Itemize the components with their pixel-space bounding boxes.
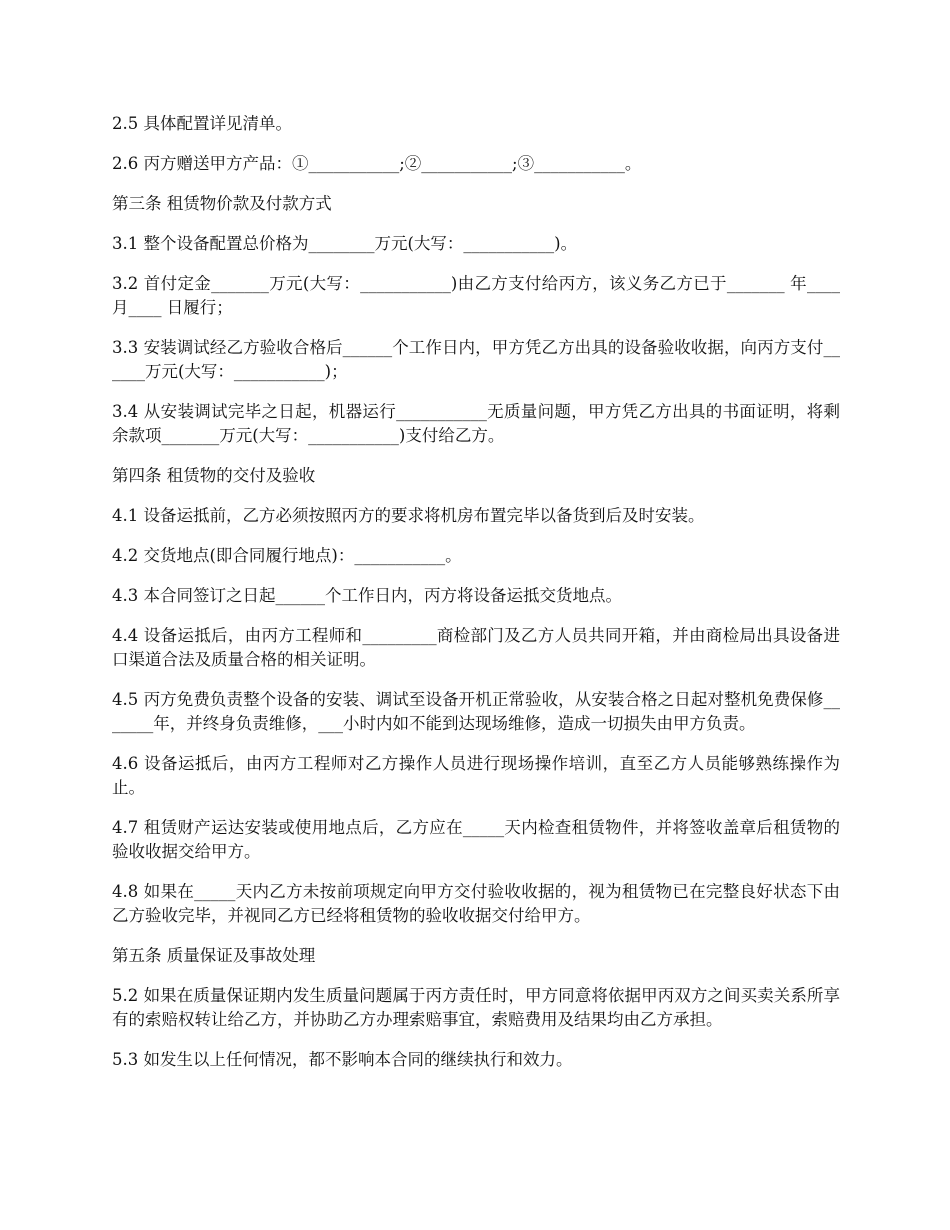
paragraph-3-1: 3.1 整个设备配置总价格为________万元(大写：___________)。 <box>112 234 578 253</box>
paragraph-4-4: 4.4 设备运抵后，由丙方工程师和_________商检部门及乙方人员共同开箱，并由商检局出具设备进口渠道合法及质量合格的相关证明。 <box>112 626 840 669</box>
paragraph-3-4: 3.4 从安装调试完毕之日起，机器运行___________无质量问题，甲方凭乙方出具的书面证明，将剩余款项_______万元(大写：___________)支付给乙方。 <box>112 402 840 445</box>
paragraph-4-3: 4.3 本合同签订之日起______个工作日内，丙方将设备运抵交货地点。 <box>112 586 622 605</box>
paragraph-3-2: 3.2 首付定金_______万元(大写：___________)由乙方支付给丙方，该义务乙方已于_______ 年____ 月____ 日履行； <box>112 274 846 317</box>
section-heading-article-5: 第五条 质量保证及事故处理 <box>112 946 316 965</box>
document-page <box>112 112 846 1088</box>
paragraph-4-7: 4.7 租赁财产运达安装或使用地点后，乙方应在_____天内检查租赁物件，并将签收盖章后租赁物的验收收据交给甲方。 <box>112 818 840 861</box>
paragraph-4-5: 4.5 丙方免费负责整个设备的安装、调试至设备开机正常验收，从安装合格之日起对整机免费保修_______年，并终身负责维修，___小时内如不能到达现场维修，造成一切损失由甲方负责。 <box>112 690 840 733</box>
paragraph-4-1: 4.1 设备运抵前，乙方必须按照丙方的要求将机房布置完毕以备货到后及时安装。 <box>112 506 705 525</box>
paragraph-2-6: 2.6 丙方赠送甲方产品：①___________;②___________;③___________。 <box>112 154 642 173</box>
paragraph-2-5: 2.5 具体配置详见清单。 <box>112 114 292 133</box>
paragraph-4-2: 4.2 交货地点(即合同履行地点)：___________。 <box>112 546 462 565</box>
section-heading-article-4: 第四条 租赁物的交付及验收 <box>112 466 316 485</box>
paragraph-3-3: 3.3 安装调试经乙方验收合格后______个工作日内，甲方凭乙方出具的设备验收收据，向丙方支付______万元(大写：___________)； <box>112 338 840 381</box>
paragraph-5-3: 5.3 如发生以上任何情况，都不影响本合同的继续执行和效力。 <box>112 1050 573 1069</box>
paragraph-4-8: 4.8 如果在_____天内乙方未按前项规定向甲方交付验收收据的，视为租赁物已在完整良好状态下由乙方验收完毕，并视同乙方已经将租赁物的验收收据交付给甲方。 <box>112 882 840 925</box>
paragraph-5-2: 5.2 如果在质量保证期内发生质量问题属于丙方责任时，甲方同意将依据甲丙双方之间买卖关系所享有的索赔权转让给乙方，并协助乙方办理索赔事宜，索赔费用及结果均由乙方承担。 <box>112 986 840 1029</box>
paragraph-4-6: 4.6 设备运抵后，由丙方工程师对乙方操作人员进行现场操作培训，直至乙方人员能够熟练操作为止。 <box>112 754 840 797</box>
section-heading-article-3: 第三条 租赁物价款及付款方式 <box>112 194 332 213</box>
